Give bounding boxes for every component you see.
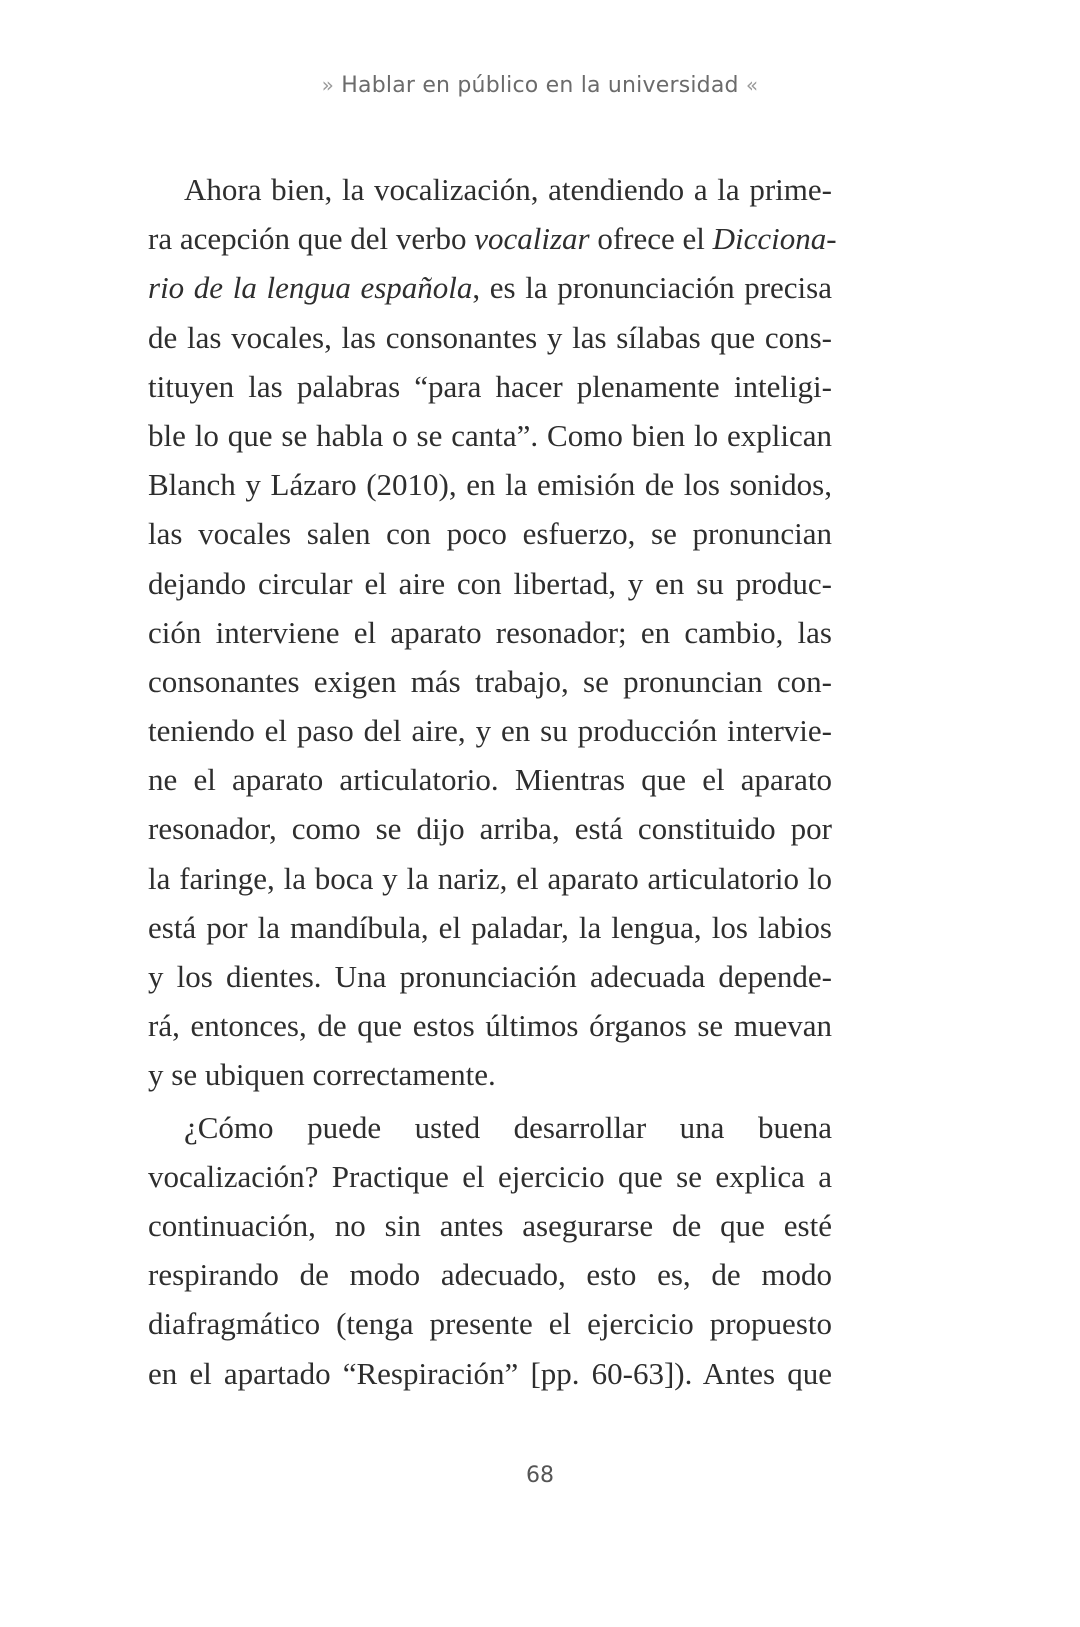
header-close-mark: «	[745, 73, 759, 97]
paragraph-1	[148, 165, 837, 1100]
text-line: Ahora bien, la vocalización, atendiendo a la prime-	[184, 172, 832, 207]
italic-term: vocalizar	[474, 221, 590, 257]
text-line: tituyen las palabras “para hacer plenamente inteligi-	[148, 368, 832, 404]
text-line: rá, entonces, de que estos últimos órganos se muevan	[148, 1008, 832, 1044]
text-line: ble lo que se habla o se canta”. Como bien lo explican	[148, 417, 832, 453]
text-line: en el apartado “Respiración” [pp. 60-63]). Antes que	[148, 1355, 832, 1391]
text-line: vocalización? Practique el ejercicio que se explica a	[148, 1158, 832, 1194]
text-line: dejando circular el aire con libertad, y en su produc-	[148, 565, 832, 601]
text-line: resonador, como se dijo arriba, está constituido por	[148, 811, 832, 847]
text-line: ción interviene el aparato resonador; en cambio, las	[148, 614, 832, 650]
text-run: , es la pronunciación precisa	[472, 270, 832, 306]
paragraph-2	[148, 1103, 832, 1398]
italic-title: Dicciona-	[712, 221, 837, 257]
text-line: ¿Cómo puede usted desarrollar una buena	[184, 1109, 832, 1145]
text-run: ra acepción que del verbo	[148, 221, 475, 257]
text-line: diafragmático (tenga presente el ejercicio propuesto	[148, 1306, 832, 1342]
text-line: las vocales salen con poco esfuerzo, se pronuncian	[148, 516, 832, 552]
text-line: y los dientes. Una pronunciación adecuada depende-	[148, 959, 832, 994]
text-line: está por la mandíbula, el paladar, la lengua, los labios	[148, 909, 832, 945]
text-line	[148, 263, 832, 312]
text-line: respirando de modo adecuado, esto es, de modo	[148, 1257, 832, 1293]
running-header	[0, 73, 1080, 98]
text-line	[148, 214, 837, 263]
text-line: teniendo el paso del aire, y en su producción intervie-	[148, 713, 832, 749]
text-line: consonantes exigen más trabajo, se pronuncian con-	[148, 663, 832, 699]
text-line: Blanch y Lázaro (2010), en la emisión de los sonidos,	[148, 467, 832, 503]
text-line: ne el aparato articulatorio. Mientras que el aparato	[148, 762, 832, 798]
text-line: continuación, no sin antes asegurarse de que esté	[148, 1207, 832, 1243]
text-run: ofrece el	[589, 221, 713, 257]
text-line: la faringe, la boca y la nariz, el aparato articulatorio lo	[148, 860, 832, 896]
body-text	[148, 165, 837, 1398]
header-title: Hablar en público en la universidad	[341, 73, 739, 98]
text-line: de las vocales, las consonantes y las sílabas que cons-	[148, 319, 832, 355]
page-number: 68	[526, 1463, 554, 1488]
italic-title: rio de la lengua española	[148, 270, 473, 306]
text-line: y se ubiquen correctamente.	[148, 1057, 496, 1093]
header-open-mark: »	[321, 73, 335, 97]
